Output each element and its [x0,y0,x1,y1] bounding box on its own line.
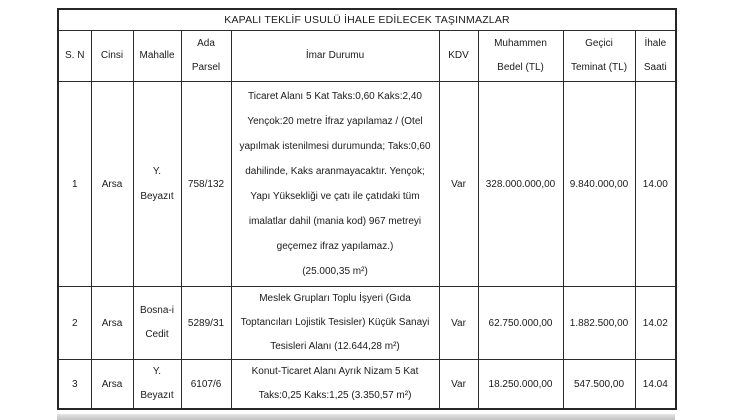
col-header-gecici-teminat: Geçici Teminat (TL) [563,31,635,82]
col-header-cinsi: Cinsi [91,31,133,82]
table-title: KAPALI TEKLİF USULÜ İHALE EDİLECEK TAŞINMAZLAR [58,9,676,31]
cell-imar-durumu: Ticaret Alanı 5 Kat Taks:0,60 Kaks:2,40 Yençok:20 metre İfraz yapılamaz / (Otel yapılmak istenilmesi durumunda; Taks:0,60 dahilinde, Kaks aranmayacaktır. Yençok; Yapı Yüksekliği ve çatı ile çatıdaki tüm imalatlar dahil (mania kod) 967 metreyi geçemez ifraz yapılamaz.) (25.000,35 m²) [231,82,439,287]
cell-gecici-teminat: 547.500,00 [563,360,635,410]
cell-sn: 1 [58,82,91,287]
cell-cinsi: Arsa [91,360,133,410]
cell-kdv: Var [439,360,478,410]
cell-mahalle: Y. Beyazıt [133,360,181,410]
col-header-sn: S. N [58,31,91,82]
cell-cinsi: Arsa [91,287,133,360]
cell-ihale-saati: 14.04 [635,360,676,410]
table-row [58,360,676,410]
cell-muhammen-bedel: 328.000.000,00 [478,82,563,287]
col-header-imar-durumu: İmar Durumu [231,31,439,82]
cell-ihale-saati: 14.02 [635,287,676,360]
col-header-muhammen-bedel: Muhammen Bedel (TL) [478,31,563,82]
cell-ada-parsel: 758/132 [181,82,231,287]
col-header-ihale-saati: İhale Saati [635,31,676,82]
cell-gecici-teminat: 9.840.000,00 [563,82,635,287]
cell-ada-parsel: 6107/6 [181,360,231,410]
cell-mahalle: Y. Beyazıt [133,82,181,287]
auction-properties-table [57,8,677,410]
cell-sn: 3 [58,360,91,410]
cell-gecici-teminat: 1.882.500,00 [563,287,635,360]
col-header-mahalle: Mahalle [133,31,181,82]
cell-mahalle: Bosna-i Cedit [133,287,181,360]
cell-cinsi: Arsa [91,82,133,287]
cell-sn: 2 [58,287,91,360]
cell-muhammen-bedel: 62.750.000,00 [478,287,563,360]
cut-off-next-row [57,414,675,420]
cell-muhammen-bedel: 18.250.000,00 [478,360,563,410]
cell-imar-durumu: Meslek Grupları Toplu İşyeri (Gıda Toptancıları Lojistik Tesisler) Küçük Sanayi Tesisleri Alanı (12.644,28 m²) [231,287,439,360]
cell-imar-durumu: Konut-Ticaret Alanı Ayrık Nizam 5 Kat Taks:0,25 Kaks:1,25 (3.350,57 m²) [231,360,439,410]
col-header-ada-parsel: Ada Parsel [181,31,231,82]
cell-kdv: Var [439,82,478,287]
cell-kdv: Var [439,287,478,360]
table-row [58,82,676,287]
col-header-kdv: KDV [439,31,478,82]
cell-ihale-saati: 14.00 [635,82,676,287]
table-header-row [58,31,676,82]
cell-ada-parsel: 5289/31 [181,287,231,360]
table-row [58,287,676,360]
